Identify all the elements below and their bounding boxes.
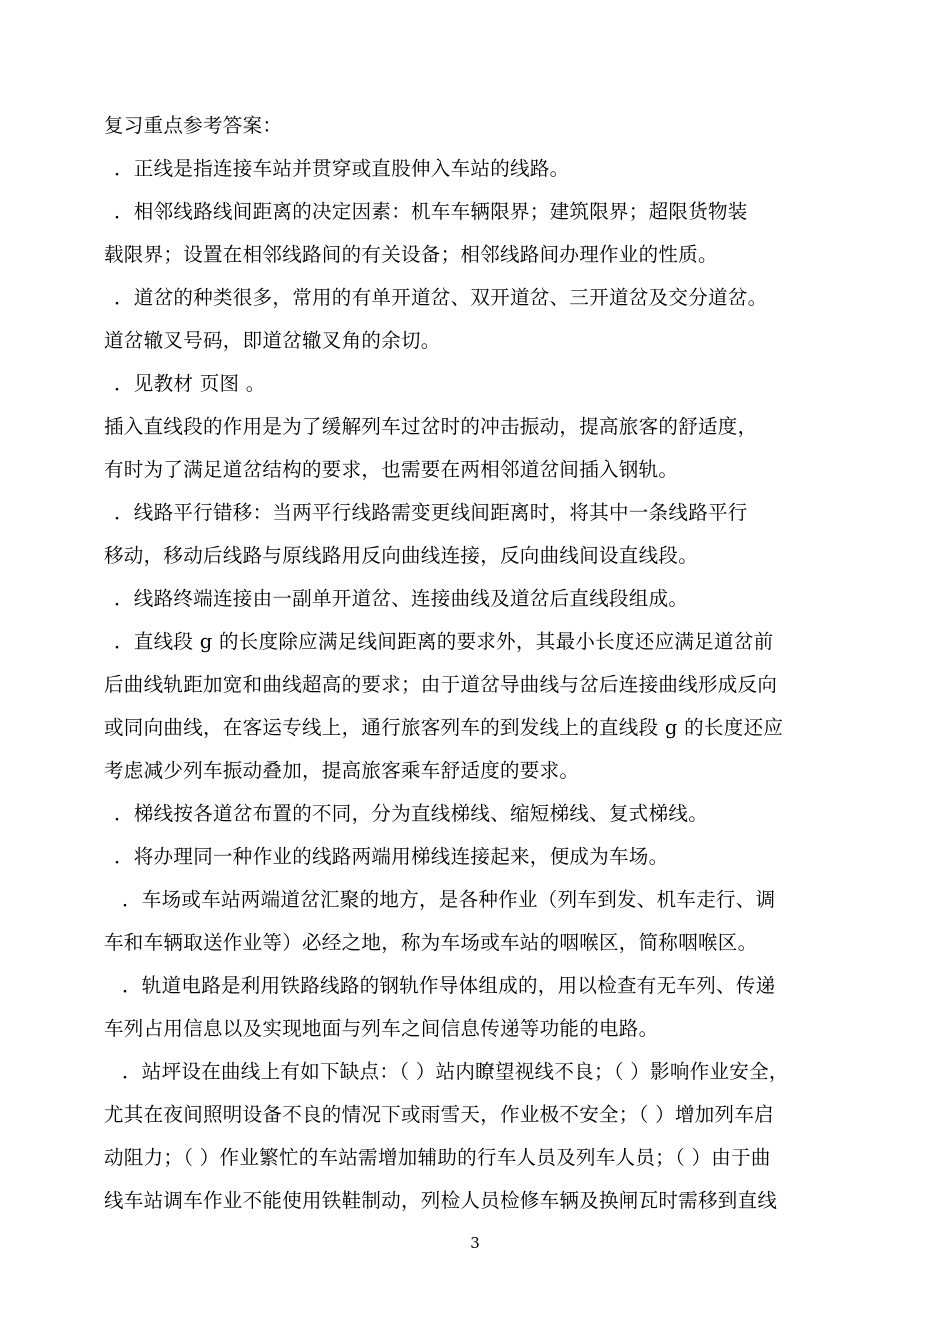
- paragraph-line: ．见教材 页图 。: [114, 372, 266, 395]
- paragraph-line: 移动，移动后线路与原线路用反向曲线连接，反向曲线间设直线段。: [104, 544, 699, 567]
- paragraph-line: ．正线是指连接车站并贯穿或直股伸入车站的线路。: [114, 157, 570, 180]
- paragraph-line: 有时为了满足道岔结构的要求，也需要在两相邻道岔间插入钢轨。: [104, 458, 679, 481]
- paragraph-line: 车和车辆取送作业等）必经之地，称为车场或车站的咽喉区，简称咽喉区。: [104, 931, 758, 954]
- paragraph-line: ．车场或车站两端道岔汇聚的地方，是各种作业（列车到发、机车走行、调: [122, 888, 776, 911]
- paragraph-line: 后曲线轨距加宽和曲线超高的要求；由于道岔导曲线与岔后连接曲线形成反向: [104, 673, 778, 696]
- paragraph-line: 考虑减少列车振动叠加，提高旅客乘车舒适度的要求。: [104, 759, 580, 782]
- paragraph-line: ．梯线按各道岔布置的不同，分为直线梯线、缩短梯线、复式梯线。: [114, 802, 709, 825]
- paragraph-line: 尤其在夜间照明设备不良的情况下或雨雪天，作业极不安全；（ ）增加列车启: [104, 1103, 774, 1126]
- paragraph-line: ．线路平行错移：当两平行线路需变更线间距离时，将其中一条线路平行: [114, 501, 748, 524]
- paragraph-line: 或同向曲线，在客运专线上，通行旅客列车的到发线上的直线段 g 的长度还应: [104, 716, 784, 739]
- paragraph-line: ．站坪设在曲线上有如下缺点：（ ）站内瞭望视线不良；（ ）影响作业安全，: [122, 1060, 789, 1083]
- paragraph-line: 动阻力；（ ）作业繁忙的车站需增加辅助的行车人员及列车人员；（ ）由于曲: [104, 1146, 771, 1169]
- paragraph-line: ．直线段 g 的长度除应满足线间距离的要求外，其最小长度还应满足道岔前: [114, 630, 774, 653]
- paragraph-line: ．轨道电路是利用铁路线路的钢轨作导体组成的，用以检查有无车列、传递: [122, 974, 776, 997]
- paragraph-line: 插入直线段的作用是为了缓解列车过岔时的冲击振动，提高旅客的舒适度，: [104, 415, 758, 438]
- paragraph-line: 道岔辙叉号码，即道岔辙叉角的余切。: [104, 329, 441, 352]
- paragraph-line: ．线路终端连接由一副单开道岔、连接曲线及道岔后直线段组成。: [114, 587, 689, 610]
- paragraph-line: 载限界；设置在相邻线路间的有关设备；相邻线路间办理作业的性质。: [104, 243, 718, 266]
- document-body: [104, 104, 852, 1222]
- paragraph-line: 线车站调车作业不能使用铁鞋制动，列检人员检修车辆及换闸瓦时需移到直线: [104, 1189, 778, 1212]
- page-number: 3: [470, 1234, 480, 1252]
- paragraph-line: ．相邻线路线间距离的决定因素：机车车辆限界；建筑限界；超限货物装: [114, 200, 748, 223]
- paragraph-line: 车列占用信息以及实现地面与列车之间信息传递等功能的电路。: [104, 1017, 659, 1040]
- section-heading: 复习重点参考答案：: [104, 114, 283, 137]
- paragraph-line: ．将办理同一种作业的线路两端用梯线连接起来，便成为车场。: [114, 845, 669, 868]
- paragraph-line: ．道岔的种类很多，常用的有单开道岔、双开道岔、三开道岔及交分道岔。: [114, 286, 768, 309]
